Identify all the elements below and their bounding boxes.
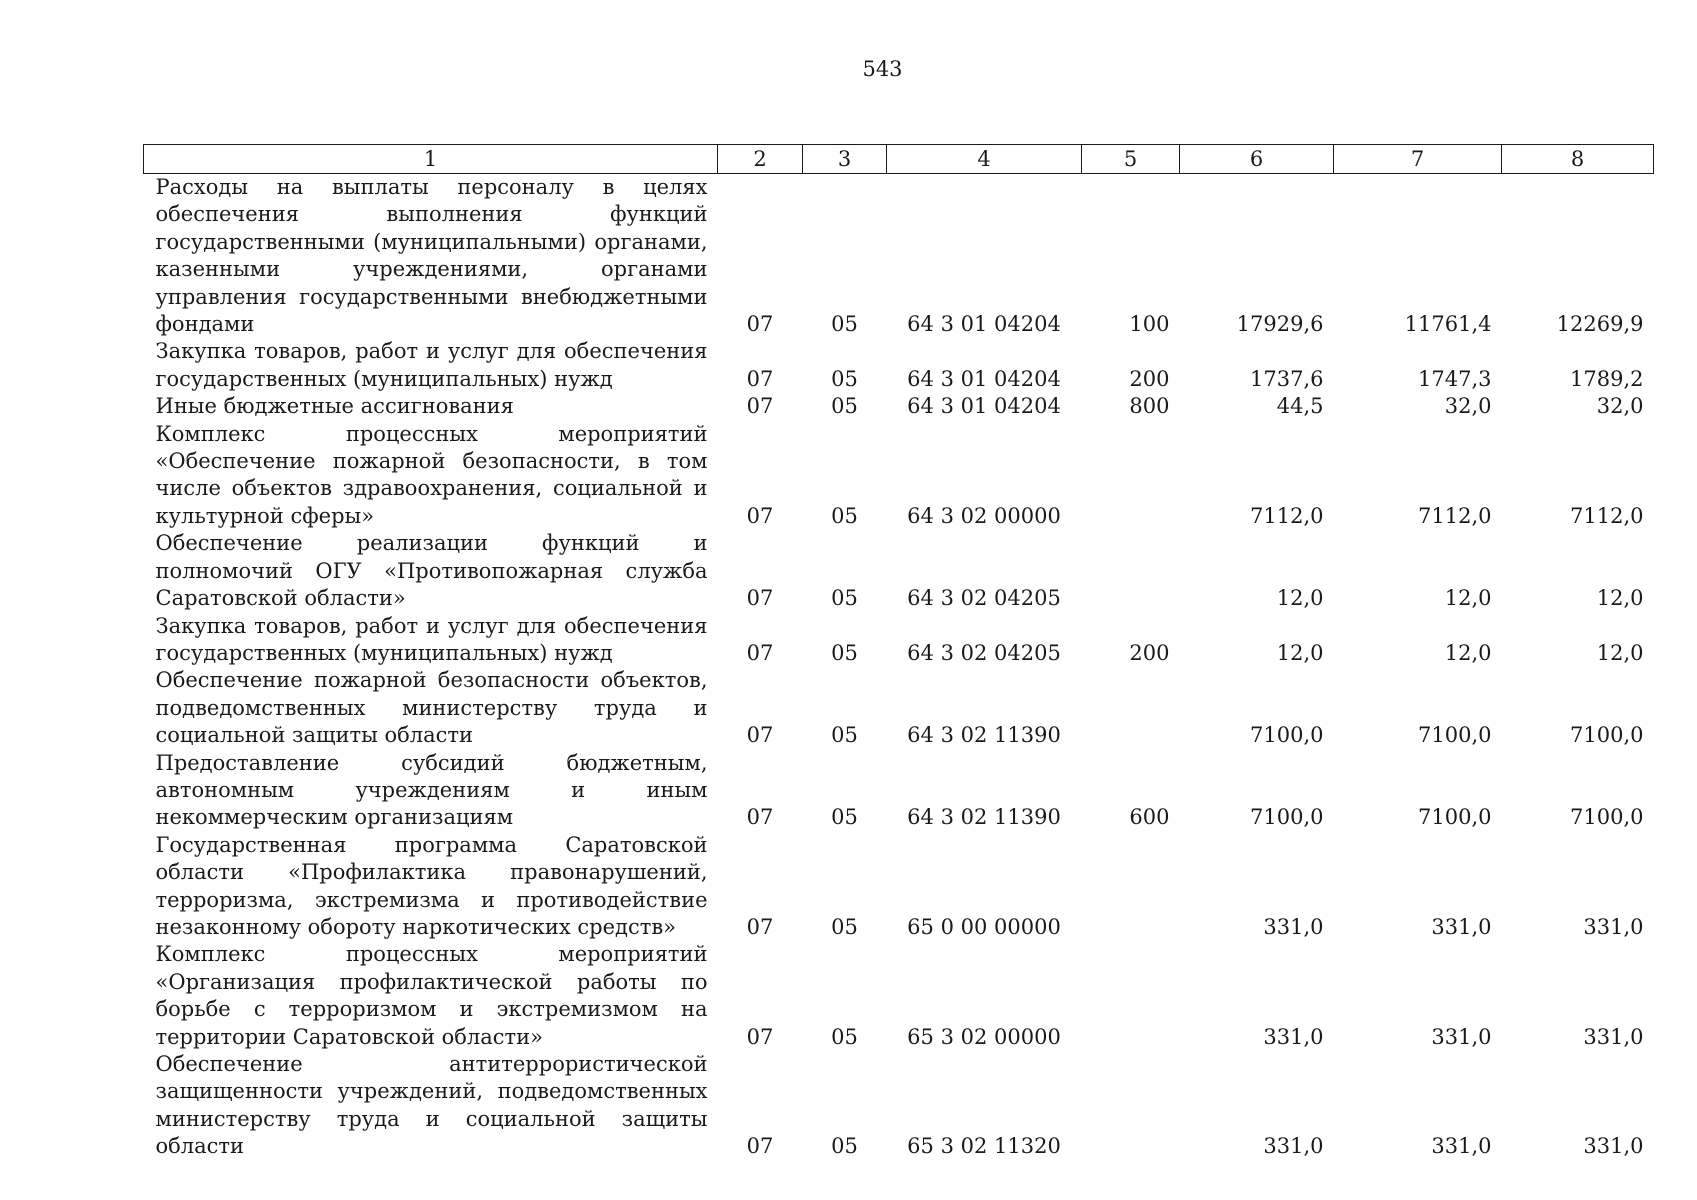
row-target-article: 64 3 02 04205 <box>907 640 1061 665</box>
row-target-article: 65 3 02 11320 <box>907 1134 1061 1159</box>
row-target-article: 64 3 01 04204 <box>907 366 1061 391</box>
row-amount-3: 1789,2 <box>1570 366 1644 391</box>
row-podrazdel: 05 <box>831 640 858 665</box>
table-row <box>144 1051 1654 1161</box>
row-amount-1: 1737,6 <box>1250 366 1324 391</box>
row-name: Комплекс процессных мероприятий «Организация профилактической работы по борьбе с терроризмом и экстремизмом на территории Саратовской области» <box>155 942 708 1049</box>
row-amount-1: 12,0 <box>1276 586 1324 611</box>
row-expense-type <box>1082 832 1180 942</box>
row-amount-2: 331,0 <box>1431 914 1492 939</box>
row-expense-type <box>1082 421 1180 531</box>
row-amount-2: 1747,3 <box>1418 366 1492 391</box>
row-amount-2: 7100,0 <box>1418 723 1492 748</box>
row-target-article: 64 3 02 00000 <box>907 503 1061 528</box>
row-amount-3: 12,0 <box>1596 640 1644 665</box>
row-podrazdel: 05 <box>831 503 858 528</box>
row-expense-type <box>1082 530 1180 612</box>
row-expense-type <box>1082 941 1180 1051</box>
row-name: Обеспечение пожарной безопасности объектов, подведомственных министерству труда и социальной защиты области <box>155 668 708 748</box>
row-amount-3: 7100,0 <box>1570 723 1644 748</box>
row-expense-type: 200 <box>1129 366 1170 391</box>
row-amount-3: 331,0 <box>1583 1134 1644 1159</box>
row-amount-1: 12,0 <box>1276 640 1324 665</box>
row-podrazdel: 05 <box>831 1134 858 1159</box>
row-amount-1: 17929,6 <box>1236 312 1324 337</box>
row-razdel: 07 <box>746 1134 774 1159</box>
row-podrazdel: 05 <box>831 1024 858 1049</box>
row-target-article: 64 3 02 04205 <box>907 586 1061 611</box>
row-amount-2: 331,0 <box>1431 1134 1492 1159</box>
column-header-2: 2 <box>718 145 803 174</box>
row-name: Закупка товаров, работ и услуг для обеспечения государственных (муниципальных) нужд <box>155 339 708 391</box>
table-row <box>144 393 1654 420</box>
row-expense-type: 100 <box>1129 312 1170 337</box>
table-row <box>144 421 1654 531</box>
table-row <box>144 338 1654 393</box>
row-target-article: 65 3 02 00000 <box>907 1024 1061 1049</box>
row-amount-2: 331,0 <box>1431 1024 1492 1049</box>
row-amount-3: 331,0 <box>1583 914 1644 939</box>
row-amount-2: 11761,4 <box>1404 312 1492 337</box>
row-amount-1: 7100,0 <box>1250 805 1324 830</box>
row-podrazdel: 05 <box>831 914 858 939</box>
table-row <box>144 174 1654 339</box>
row-amount-2: 12,0 <box>1444 586 1492 611</box>
row-target-article: 64 3 02 11390 <box>907 723 1061 748</box>
table-row <box>144 750 1654 832</box>
column-header-5: 5 <box>1082 145 1180 174</box>
table-row <box>144 613 1654 668</box>
row-razdel: 07 <box>746 914 774 939</box>
row-razdel: 07 <box>746 366 774 391</box>
row-expense-type <box>1082 667 1180 749</box>
row-amount-3: 7100,0 <box>1570 805 1644 830</box>
row-name: Обеспечение антитеррористической защищенности учреждений, подведомственных министерству труда и социальной защиты области <box>155 1052 708 1159</box>
row-target-article: 64 3 01 04204 <box>907 312 1061 337</box>
row-amount-3: 12,0 <box>1596 586 1644 611</box>
row-razdel: 07 <box>746 586 774 611</box>
row-amount-1: 331,0 <box>1263 1024 1324 1049</box>
column-header-7: 7 <box>1334 145 1502 174</box>
budget-table <box>143 144 1654 1161</box>
row-podrazdel: 05 <box>831 394 858 419</box>
row-amount-1: 7112,0 <box>1250 503 1324 528</box>
table-row <box>144 530 1654 612</box>
row-name: Государственная программа Саратовской области «Профилактика правонарушений, терроризма, экстремизма и противодействие незаконному обороту наркотических средств» <box>155 832 708 939</box>
row-razdel: 07 <box>746 640 774 665</box>
row-podrazdel: 05 <box>831 312 858 337</box>
row-podrazdel: 05 <box>831 586 858 611</box>
table-row <box>144 941 1654 1051</box>
row-podrazdel: 05 <box>831 723 858 748</box>
row-expense-type: 600 <box>1129 805 1170 830</box>
page-number: 543 <box>862 57 903 81</box>
row-amount-1: 331,0 <box>1263 1134 1324 1159</box>
row-razdel: 07 <box>746 723 774 748</box>
row-amount-2: 7100,0 <box>1418 805 1492 830</box>
table-header-row <box>144 145 1654 174</box>
row-razdel: 07 <box>746 805 774 830</box>
row-razdel: 07 <box>746 312 774 337</box>
row-amount-3: 331,0 <box>1583 1024 1644 1049</box>
column-header-3: 3 <box>803 145 887 174</box>
row-expense-type <box>1082 1051 1180 1161</box>
row-amount-3: 12269,9 <box>1556 312 1644 337</box>
row-amount-2: 12,0 <box>1444 640 1492 665</box>
row-amount-3: 7112,0 <box>1570 503 1644 528</box>
row-razdel: 07 <box>746 503 774 528</box>
row-amount-2: 7112,0 <box>1418 503 1492 528</box>
row-target-article: 64 3 02 11390 <box>907 805 1061 830</box>
table-row <box>144 832 1654 942</box>
row-name: Предоставление субсидий бюджетным, автономным учреждениям и иным некоммерческим организациям <box>155 750 708 830</box>
column-header-6: 6 <box>1180 145 1334 174</box>
row-target-article: 64 3 01 04204 <box>907 394 1061 419</box>
row-name: Комплекс процессных мероприятий «Обеспечение пожарной безопасности, в том числе объектов здравоохранения, социальной и культурной сферы» <box>155 421 708 528</box>
row-amount-1: 331,0 <box>1263 914 1324 939</box>
row-expense-type: 800 <box>1129 394 1170 419</box>
row-amount-1: 7100,0 <box>1250 723 1324 748</box>
column-header-8: 8 <box>1502 145 1654 174</box>
row-razdel: 07 <box>746 1024 774 1049</box>
row-name: Закупка товаров, работ и услуг для обеспечения государственных (муниципальных) нужд <box>155 613 708 665</box>
row-name: Обеспечение реализации функций и полномочий ОГУ «Противопожарная служба Саратовской области» <box>155 531 708 611</box>
row-amount-3: 32,0 <box>1596 394 1644 419</box>
table-row <box>144 667 1654 749</box>
row-podrazdel: 05 <box>831 805 858 830</box>
column-header-1: 1 <box>144 145 718 174</box>
row-amount-1: 44,5 <box>1276 394 1324 419</box>
row-name: Расходы на выплаты персоналу в целях обеспечения выполнения функций государственными (муниципальными) органами, казенными учреждениями, органами управления государственными внебюджетными фондами <box>155 175 708 337</box>
row-podrazdel: 05 <box>831 366 858 391</box>
row-expense-type: 200 <box>1129 640 1170 665</box>
column-header-4: 4 <box>887 145 1082 174</box>
row-razdel: 07 <box>746 394 774 419</box>
row-name: Иные бюджетные ассигнования <box>155 394 514 419</box>
row-target-article: 65 0 00 00000 <box>907 914 1061 939</box>
row-amount-2: 32,0 <box>1444 394 1492 419</box>
